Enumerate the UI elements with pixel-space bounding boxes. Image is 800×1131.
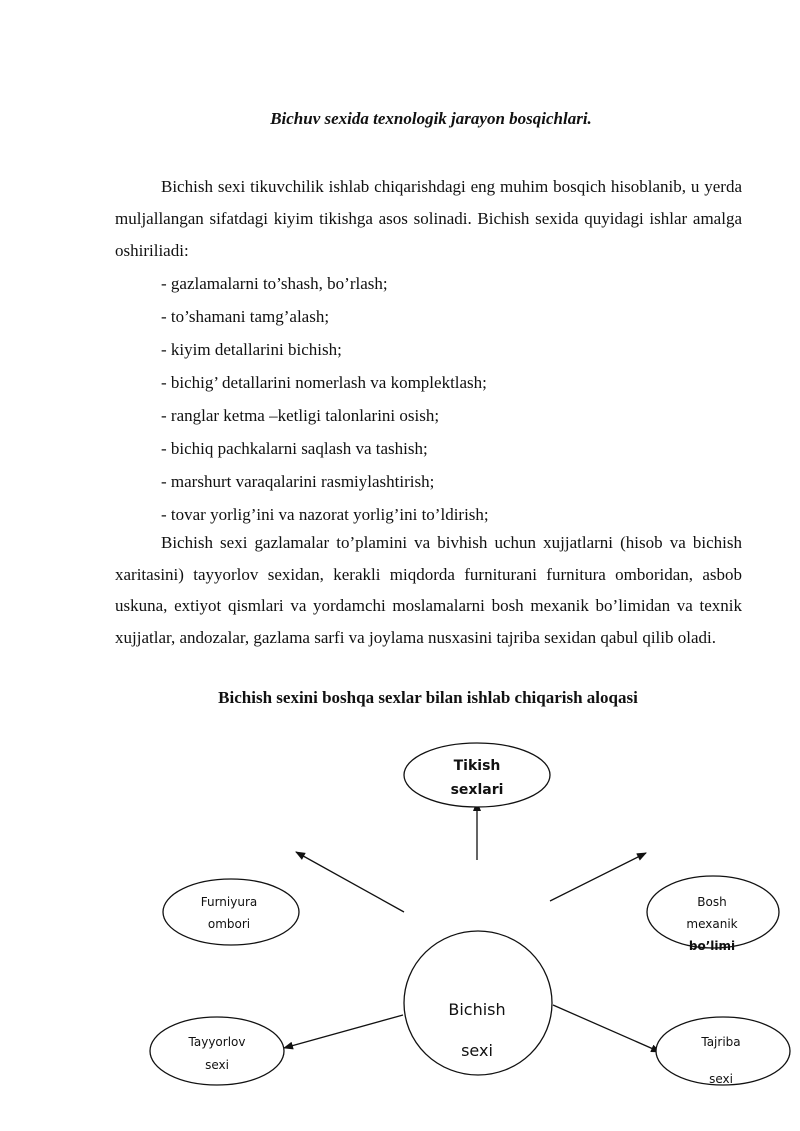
- diagram-title: Bichish sexini boshqa sexlar bilan ishlab chiqarish aloqasi: [218, 688, 638, 707]
- task-list: [161, 267, 489, 531]
- intro-paragraph: Bichish sexi tikuvchilik ishlab chiqarishdagi eng muhim bosqich hisoblanib, u yerda muljallangan sifatdagi kiyim tikishga asos solinadi. Bichish sexida quyidagi ishlar amalga oshiriliadi:: [115, 177, 742, 260]
- node-bosh-line2: mexanik: [686, 917, 738, 931]
- node-tajriba: [656, 1017, 790, 1086]
- arrow-to-tajriba: [553, 1005, 660, 1052]
- node-tayyorlov-line1: Tayyorlov: [188, 1035, 246, 1049]
- node-tikish: [404, 743, 550, 807]
- list-item: - marshurt varaqalarini rasmiylashtirish;: [161, 472, 435, 491]
- list-item: - ranglar ketma –ketligi talonlarini osish;: [161, 406, 440, 425]
- sources-paragraph: Bichish sexi gazlamalar to’plamini va bivhish uchun xujjatlarni (hisob va bichish xaritasini) tayyorlov sexidan, kerakli miqdorda furniturani furnitura omboridan, asbob uskuna, extiyot qismlari va yordamchi moslamalarni bosh mexanik bo’limidan va texnik xujjatlar, andozalar, gazlama sarfi va joylama nusxasini tajriba sexidan qabul qilib oladi.: [115, 533, 742, 647]
- node-bichish-line2: sexi: [461, 1041, 493, 1060]
- arrow-to-bosh-mexanik: [550, 853, 646, 901]
- list-item: - to’shamani tamg’alash;: [161, 307, 330, 326]
- document-title: Bichuv sexida texnologik jarayon bosqichlari.: [270, 109, 592, 128]
- list-item: - tovar yorlig’ini va nazorat yorlig’ini to’ldirish;: [161, 505, 489, 524]
- node-tayyorlov-line2: sexi: [205, 1058, 229, 1072]
- node-tayyorlov: [150, 1017, 284, 1085]
- list-item: - gazlamalarni to’shash, bo’rlash;: [161, 274, 388, 293]
- list-item: - bichig’ detallarini nomerlash va komplektlash;: [161, 373, 487, 392]
- node-tajriba-line1: Tajriba: [701, 1035, 741, 1049]
- list-item: - bichiq pachkalarni saqlash va tashish;: [161, 439, 428, 458]
- node-tikish-line2: sexlari: [450, 782, 504, 798]
- node-bosh-mexanik: [647, 876, 779, 953]
- list-item: - kiyim detallarini bichish;: [161, 340, 342, 359]
- node-bichish: [404, 931, 552, 1075]
- arrow-to-furnitura: [296, 852, 404, 912]
- node-bichish-line1: Bichish: [448, 1000, 506, 1019]
- node-tikish-line1: Tikish: [453, 758, 501, 774]
- relations-diagram: [0, 730, 800, 1131]
- node-bosh-line1: Bosh: [697, 895, 727, 909]
- node-furnitura-line1: Furniyura: [200, 895, 258, 909]
- node-furnitura: [163, 879, 299, 945]
- node-tajriba-line2: sexi: [709, 1072, 733, 1086]
- node-bosh-line3: bo’limi: [688, 939, 736, 953]
- node-furnitura-line2: ombori: [207, 917, 251, 931]
- arrow-to-tayyorlov: [284, 1015, 403, 1048]
